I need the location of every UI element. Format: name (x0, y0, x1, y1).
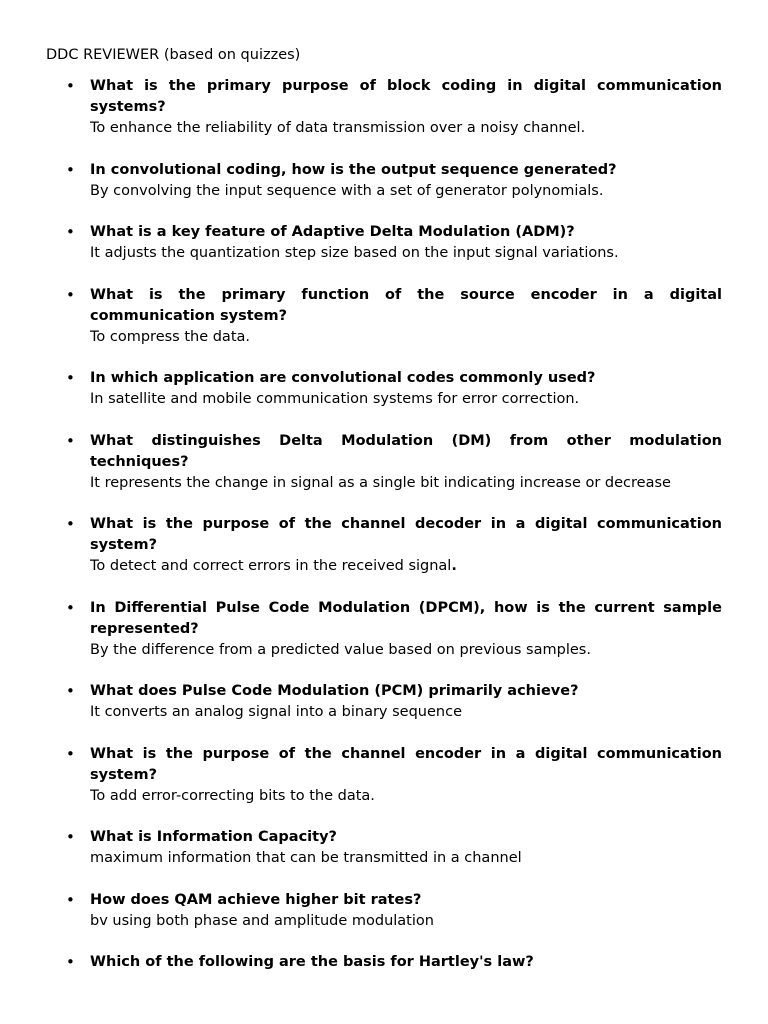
list-item (0, 222, 768, 264)
answer-text: To add error-correcting bits to the data. (90, 787, 375, 804)
answer-text: By convolving the input sequence with a set of generator polynomials. (90, 182, 604, 199)
bullet-icon: • (66, 223, 75, 241)
list-item (0, 76, 768, 139)
bullet-icon: • (66, 369, 75, 387)
list-item (0, 827, 768, 869)
answer-text: In satellite and mobile communication systems for error correction. (90, 391, 580, 407)
answer-text: bv using both phase and amplitude modulation (90, 912, 434, 929)
answer-period: . (451, 558, 457, 574)
list-item (0, 368, 768, 410)
answer-main-text: To detect and correct errors in the received signal (90, 558, 452, 574)
list-item (0, 514, 768, 577)
question-text: In Differential Pulse Code Modulation (DPCM), how is the current sample represented? (90, 599, 722, 637)
bullet-icon: • (66, 828, 75, 846)
list-item (0, 681, 768, 723)
question-text: What does Pulse Code Modulation (PCM) primarily achieve? (90, 683, 579, 699)
question-text: What is the purpose of the channel encoder in a digital communication system? (90, 745, 722, 783)
bullet-icon: • (66, 160, 75, 179)
bullet-icon: • (66, 431, 75, 450)
answer-text: maximum information that can be transmitted in a channel (90, 850, 522, 866)
list-item (0, 890, 768, 932)
answer-text: It converts an analog signal into a binary sequence (90, 704, 462, 720)
bullet-icon: • (66, 890, 75, 909)
bullet-icon: • (66, 515, 75, 533)
question-text: What is Information Capacity? (90, 829, 337, 845)
list-item (0, 285, 768, 348)
list-item (0, 160, 768, 202)
question-text: What distinguishes Delta Modulation (DM) from other modulation techniques? (90, 432, 722, 470)
answer-text (90, 556, 722, 577)
document-title: DDC REVIEWER (based on quizzes) (46, 47, 301, 63)
question-text: How does QAM achieve higher bit rates? (90, 891, 422, 908)
question-text: What is the purpose of the channel decoder in a digital communication system? (90, 516, 722, 553)
list-item (0, 744, 768, 807)
list-item (0, 598, 768, 661)
question-text: What is the primary function of the source encoder in a digital communication system? (90, 286, 722, 324)
qa-list (0, 76, 768, 994)
answer-text: It adjusts the quantization step size based on the input signal variations. (90, 245, 619, 261)
question-text: What is a key feature of Adaptive Delta Modulation (ADM)? (90, 224, 575, 240)
bullet-icon: • (66, 77, 75, 95)
bullet-icon: • (66, 598, 75, 617)
answer-text: It represents the change in signal as a single bit indicating increase or decrease (90, 474, 671, 491)
bullet-icon: • (66, 744, 75, 763)
bullet-icon: • (66, 682, 75, 700)
bullet-icon: • (66, 285, 75, 304)
answer-text: To enhance the reliability of data transmission over a noisy channel. (90, 120, 586, 136)
answer-text: By the difference from a predicted value based on previous samples. (90, 641, 591, 658)
bullet-icon: • (66, 953, 75, 971)
answer-text: To compress the data. (90, 328, 251, 345)
question-text: In convolutional coding, how is the output sequence generated? (90, 161, 617, 178)
list-item (0, 431, 768, 494)
question-text: Which of the following are the basis for Hartley's law? (90, 954, 534, 970)
question-text: What is the primary purpose of block coding in digital communication systems? (90, 78, 722, 115)
question-text: In which application are convolutional codes commonly used? (90, 370, 596, 386)
list-item (0, 952, 768, 973)
